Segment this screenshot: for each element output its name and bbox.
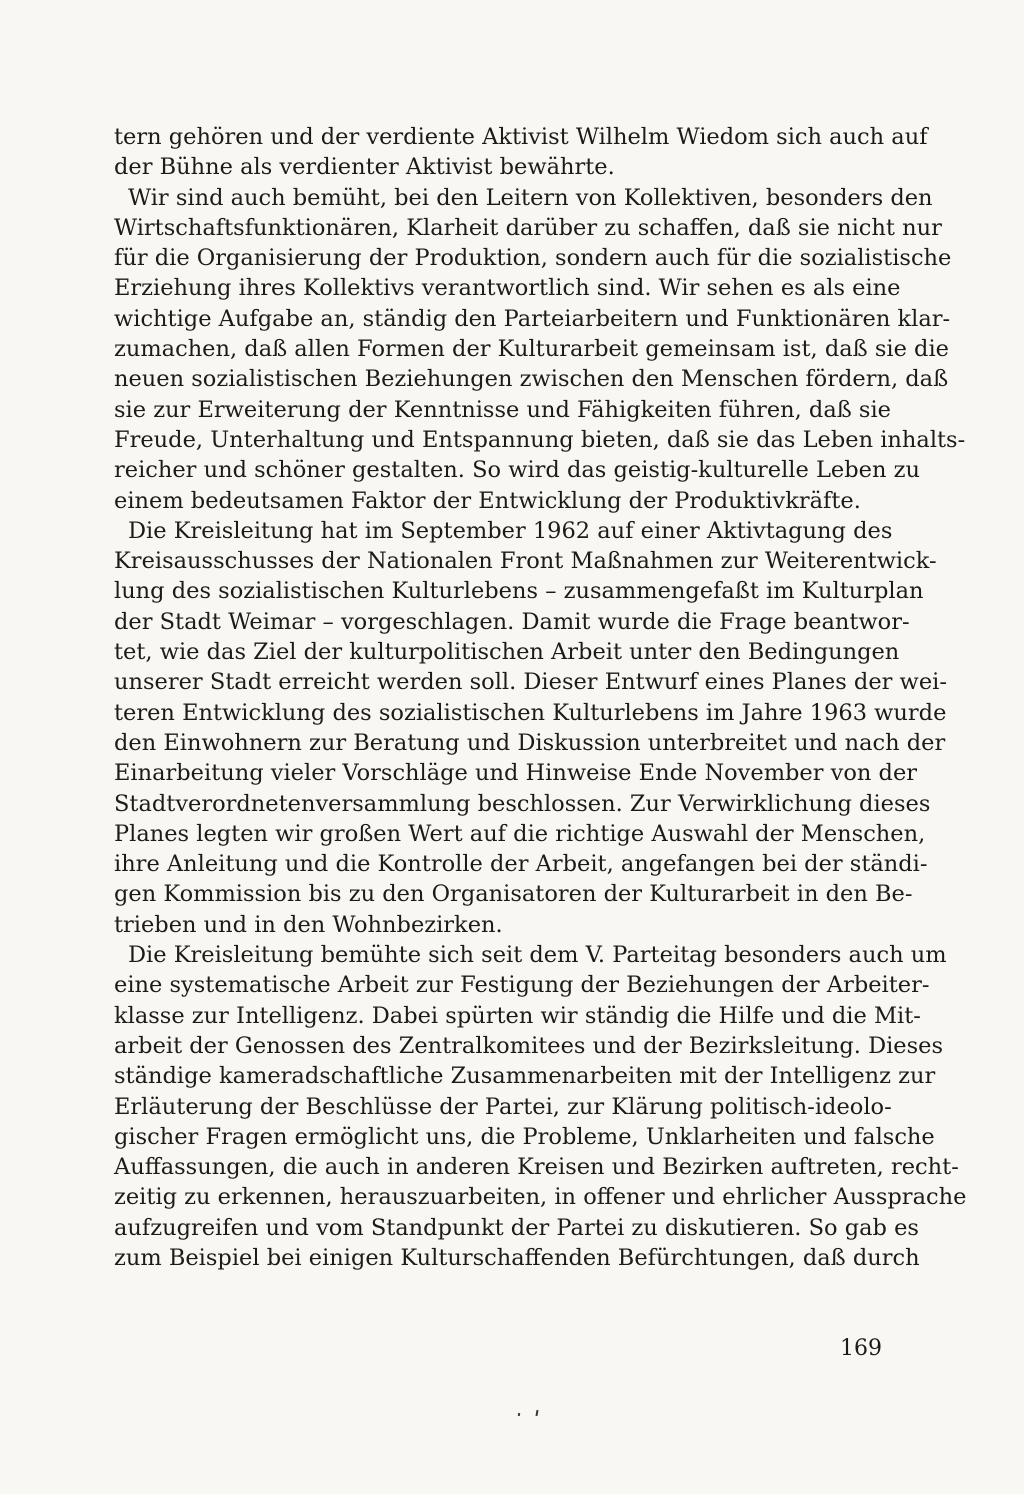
text-line: Wir sind auch bemüht, bei den Leitern von Kollektiven, besonders den — [128, 184, 933, 211]
text-line: tern gehören und der verdiente Aktivist Wilhelm Wiedom sich auch auf — [114, 124, 928, 150]
text-line: arbeit der Genossen des Zentralkomitees und der Bezirksleitung. Dieses — [114, 1032, 944, 1059]
text-line: tet, wie das Ziel der kulturpolitischen Arbeit unter den Bedingungen — [114, 639, 900, 666]
text-line: der Stadt Weimar – vorgeschlagen. Damit wurde die Frage beantwor- — [114, 608, 910, 635]
text-line: Planes legten wir großen Wert auf die richtige Auswahl der Menschen, — [114, 820, 926, 847]
ink-speck — [535, 1410, 538, 1416]
text-line: für die Organisierung der Produktion, sondern auch für die sozialistische — [114, 245, 952, 272]
text-line: unserer Stadt erreicht werden soll. Dieser Entwurf eines Planes der wei- — [114, 669, 947, 696]
text-line: trieben und in den Wohnbezirken. — [114, 911, 503, 938]
text-line: Die Kreisleitung hat im September 1962 auf einer Aktivtagung des — [128, 517, 893, 544]
text-line: reicher und schöner gestalten. So wird das geistig-kulturelle Leben zu — [114, 457, 920, 484]
text-line: den Einwohnern zur Beratung und Diskussion unterbreitet und nach der — [114, 729, 946, 756]
text-line: zeitig zu erkennen, herauszuarbeiten, in offener und ehrlicher Aussprache — [114, 1184, 967, 1211]
text-line: eine systematische Arbeit zur Festigung der Beziehungen der Arbeiter- — [114, 972, 930, 999]
text-line: Wirtschaftsfunktionären, Klarheit darüber zu schaffen, daß sie nicht nur — [114, 214, 942, 241]
text-line: zum Beispiel bei einigen Kulturschaffenden Befürchtungen, daß durch — [114, 1244, 920, 1271]
text-line: gischer Fragen ermöglicht uns, die Probleme, Unklarheiten und falsche — [114, 1123, 935, 1150]
ink-speck — [518, 1413, 520, 1416]
text-line: Stadtverordnetenversammlung beschlossen. Zur Verwirklichung dieses — [114, 790, 931, 817]
text-line: Erläuterung der Beschlüsse der Partei, zur Klärung politisch-ideolo- — [114, 1093, 892, 1120]
text-line: Auffassungen, die auch in anderen Kreisen und Bezirken auftreten, recht- — [114, 1154, 959, 1181]
text-line: sie zur Erweiterung der Kenntnisse und Fähigkeiten führen, daß sie — [114, 396, 891, 423]
paragraph — [114, 940, 967, 1273]
text-line: Freude, Unterhaltung und Entspannung bieten, daß sie das Leben inhalts- — [114, 426, 966, 453]
paragraph — [114, 516, 947, 940]
text-line: wichtige Aufgabe an, ständig den Parteiarbeitern und Funktionären klar- — [114, 305, 951, 332]
paragraph — [114, 122, 928, 183]
text-line: neuen sozialistischen Beziehungen zwischen den Menschen fördern, daß — [114, 366, 949, 393]
page-number: 169 — [840, 1336, 882, 1361]
body-text — [114, 122, 967, 1273]
text-line: gen Kommission bis zu den Organisatoren der Kulturarbeit in den Be- — [114, 881, 913, 908]
paragraph — [114, 183, 966, 516]
text-line: einem bedeutsamen Faktor der Entwicklung der Produktivkräfte. — [114, 487, 861, 514]
text-line: ihre Anleitung und die Kontrolle der Arbeit, angefangen bei der ständi- — [114, 851, 928, 878]
text-line: klasse zur Intelligenz. Dabei spürten wir ständig die Hilfe und die Mit- — [114, 1002, 921, 1029]
text-line: zumachen, daß allen Formen der Kulturarbeit gemeinsam ist, daß sie die — [114, 336, 949, 363]
text-line: lung des sozialistischen Kulturlebens – zusammengefaßt im Kulturplan — [114, 578, 924, 605]
text-line: der Bühne als verdienter Aktivist bewährte. — [114, 154, 615, 181]
text-line: Einarbeitung vieler Vorschläge und Hinweise Ende November von der — [114, 760, 918, 787]
text-line: Kreisausschusses der Nationalen Front Maßnahmen zur Weiterentwick- — [114, 548, 937, 575]
text-line: aufzugreifen und vom Standpunkt der Partei zu diskutieren. So gab es — [114, 1214, 919, 1241]
text-line: teren Entwicklung des sozialistischen Kulturlebens im Jahre 1963 wurde — [114, 699, 947, 726]
text-line: ständige kameradschaftliche Zusammenarbeiten mit der Intelligenz zur — [114, 1063, 936, 1090]
text-line: Die Kreisleitung bemühte sich seit dem V. Parteitag besonders auch um — [128, 942, 947, 969]
text-line: Erziehung ihres Kollektivs verantwortlich sind. Wir sehen es als eine — [114, 275, 901, 302]
